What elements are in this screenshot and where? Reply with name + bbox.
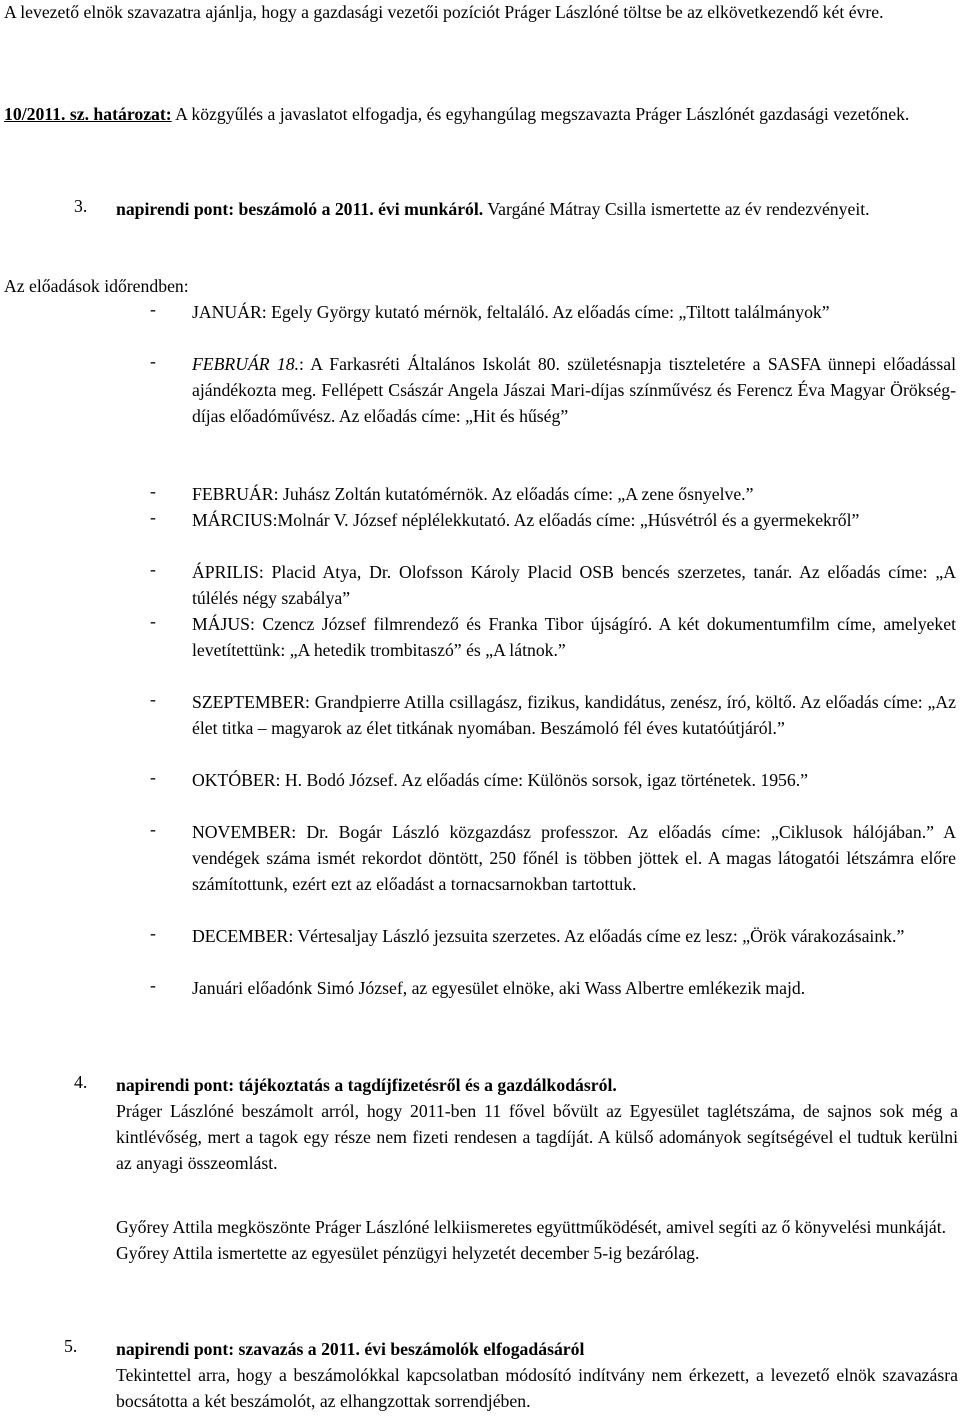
agenda-heading: napirendi pont: tájékoztatás a tagdíjfizetésről és a gazdálkodásról. [116,1075,617,1095]
list-item: - MÁJUS: Czencz József filmrendező és Franka Tibor újságíró. A két dokumentumfilm címe, amelyeket levetítettünk: „A hetedik trombitaszó” és „A látnok.” [150,611,956,660]
agenda-3-text: Vargáné Mátray Csilla ismertette az év rendezvényeit. [483,199,870,219]
intro-paragraph: A levezető elnök szavazatra ajánlja, hogy a gazdasági vezetői pozíciót Práger Lászlóné töltse be az elkövetkezendő két évre. [4,2,884,22]
resolution-paragraph [4,101,954,127]
resolution-text: A közgyűlés a javaslatot elfogadja, és egyhangúlag megszavazta Práger Lászlónét gazdasági vezetőnek. [171,104,910,124]
list-item: - SZEPTEMBER: Grandpierre Atilla csillagász, fizikus, kandidátus, zenész, író, költő. Az előadás címe: „Az élet titka – magyarok az élet titkának nyomában. Beszámoló fél éves kutatóútjáról.” [150,689,956,738]
agenda-item-5 [64,1336,958,1414]
list-item: - NOVEMBER: Dr. Bogár László közgazdász professzor. Az előadás címe: „Ciklusok hálójában.” A vendégek száma ismét rekordot döntött, 250 főnél is többen jöttek el. A magas látogatói létszámra előre számítottunk, ezért ezt az előadást a tornacsarnokban tartottuk. [150,819,956,894]
resolution-number: 10/2011. sz. határozat: [4,104,172,124]
list-item: - DECEMBER: Vértesaljay László jezsuita szerzetes. Az előadás címe ez lesz: „Örök várakozásaink.” [150,923,905,946]
agenda-4-paragraph-3: Győrey Attila ismertette az egyesület pénzügyi helyzetét december 5-ig bezárólag. [116,1243,700,1263]
agenda-heading: napirendi pont: beszámoló a 2011. évi munkáról. [116,199,484,219]
list-item: - JANUÁR: Egely György kutató mérnök, feltaláló. Az előadás címe: „Tiltott találmányok” [150,299,830,322]
lectures-title: Az előadások időrendben: [4,276,189,296]
agenda-item-4 [74,1072,958,1266]
lecture-list [150,299,956,1027]
agenda-3-paragraph [116,196,958,222]
list-item: - OKTÓBER: H. Bodó József. Az előadás címe: Különös sorsok, igaz történetek. 1956.” [150,767,809,790]
list-item: - MÁRCIUS:Molnár V. József néplélekkutató. Az előadás címe: „Húsvétról és a gyermekekről” [150,507,860,530]
list-item: - Januári előadónk Simó József, az egyesület elnöke, aki Wass Albertre emlékezik majd. [150,975,806,998]
agenda-number: 5. [64,1336,78,1356]
list-item: - FEBRUÁR 18.: A Farkasréti Általános Iskolát 80. születésnapja tiszteletére a SASFA ünnepi előadással ajándékozta meg. Fellépett Császár Angela Jászai Mari-díjas színművész és Ferencz Éva Magyar Örökség-díjas előadóművész. Az előadás címe: „Hit és hűség” [150,351,956,426]
agenda-5-paragraph-1: Tekintettel arra, hogy a beszámolókkal kapcsolatban módosító indítvány nem érkezett, a levezető elnök szavazásra bocsátotta a két beszámolót, az elhangzottak sorrendjében. [116,1365,958,1411]
agenda-heading: napirendi pont: szavazás a 2011. évi beszámolók elfogadásáról [116,1339,585,1359]
agenda-4-paragraph-2: Győrey Attila megköszönte Práger Lászlóné lelkiismeretes együttműködését, amivel segíti az ő könyvelési munkáját. [116,1217,947,1237]
list-item: - ÁPRILIS: Placid Atya, Dr. Olofsson Károly Placid OSB bencés szerzetes, tanár. Az előadás címe: „A túlélés négy szabálya” [150,559,956,608]
agenda-number: 4. [74,1072,88,1092]
agenda-number: 3. [74,196,88,216]
agenda-item-3 [74,196,958,222]
list-item: - FEBRUÁR: Juhász Zoltán kutatómérnök. Az előadás címe: „A zene ősnyelve.” [150,481,754,504]
agenda-4-paragraph-1: Práger Lászlóné beszámolt arról, hogy 2011-ben 11 fővel bővült az Egyesület taglétszáma, de sajnos sok még a kintlévőség, mert a tagok egy része nem fizeti rendesen a tagdíját. A külső adományok segítségével el tudtuk kerülni az anyagi összeomlást. [116,1101,958,1173]
